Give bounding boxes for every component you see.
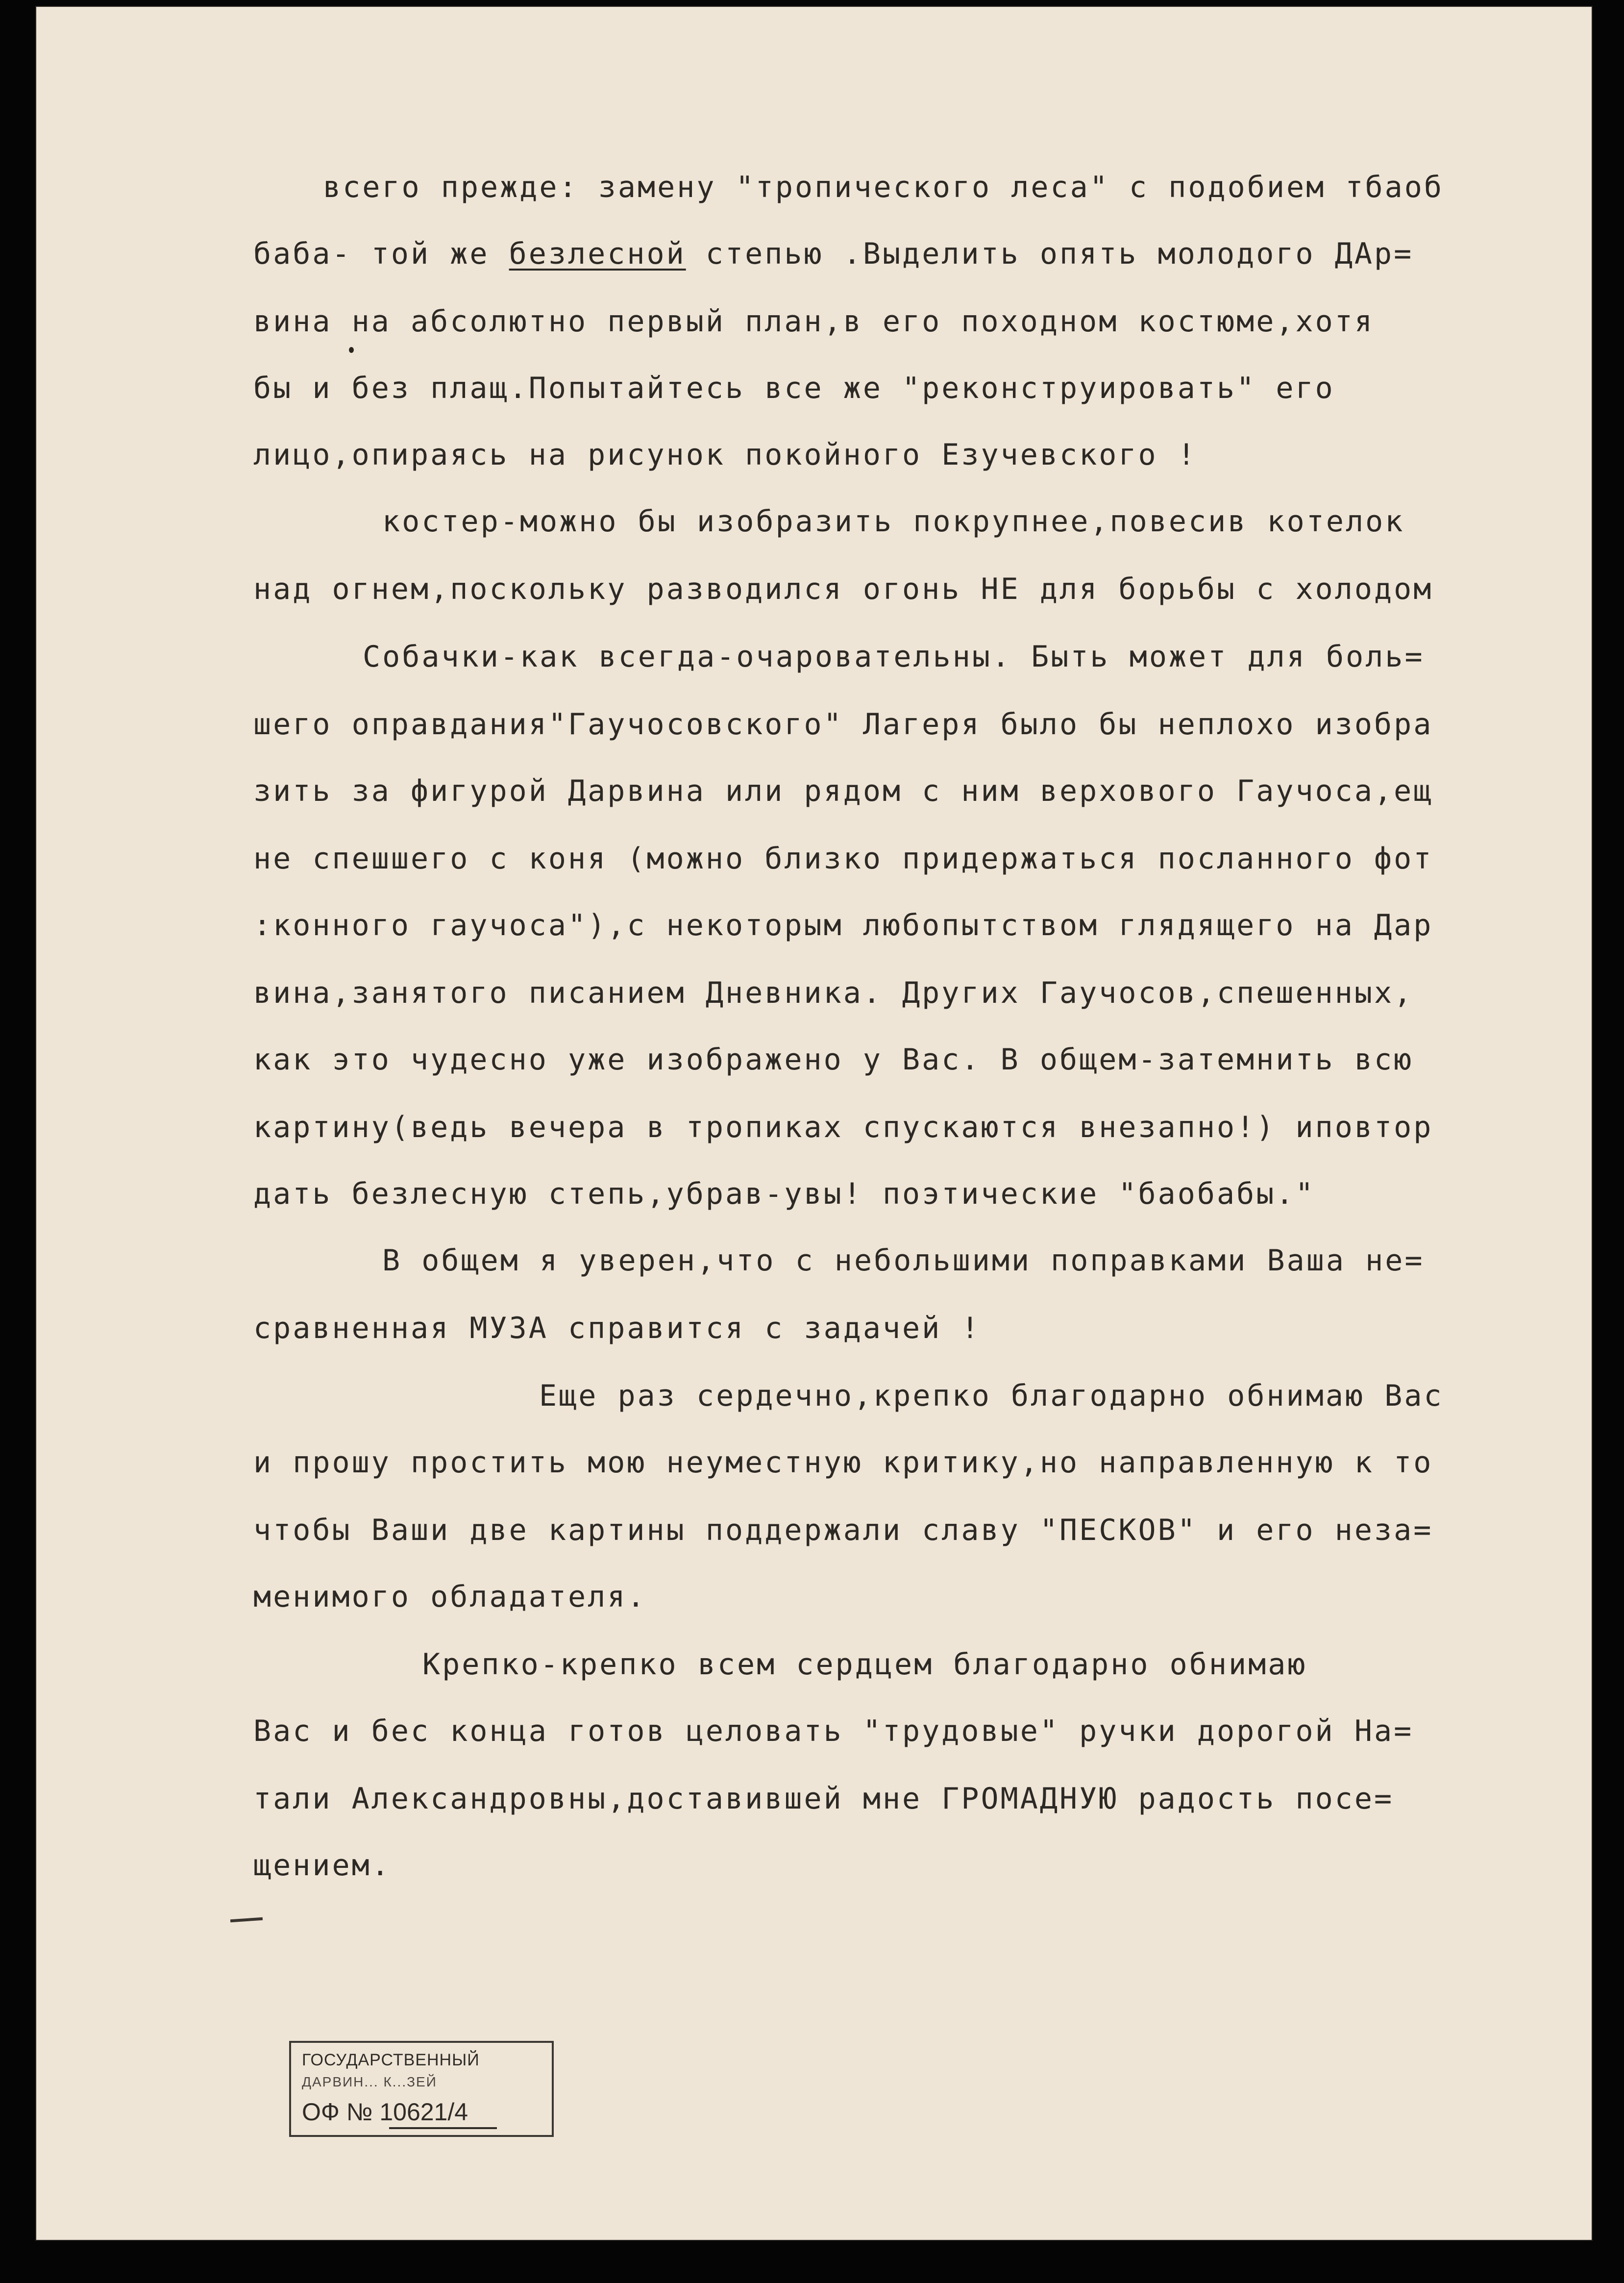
text-line: Крепко-крепко всем сердцем благодарно обнимаю bbox=[422, 1647, 1307, 1682]
text-line: Вас и бес конца готов целовать "трудовые" ручки дорогой На= bbox=[253, 1714, 1414, 1748]
text-line: бы и без плащ.Попытайтесь все же "реконструировать" его bbox=[253, 371, 1335, 405]
text-line: зить за фигурой Дарвина или рядом с ним верхового Гаучоса,ещ bbox=[253, 774, 1433, 808]
text-line: чтобы Ваши две картины поддержали славу "ПЕСКОВ" и его неза= bbox=[253, 1513, 1433, 1547]
text-line: всего прежде: замену "тропического леса" с подобием тбаоб bbox=[323, 170, 1444, 204]
text-line: и прошу простить мою неуместную критику,но направленную к то bbox=[253, 1445, 1433, 1480]
text-line: Собачки-как всегда-очаровательны. Быть может для боль= bbox=[363, 640, 1425, 674]
margin-tick-mark bbox=[230, 1917, 263, 1923]
text-line: костер-можно бы изобразить покрупнее,повесив котелок bbox=[382, 504, 1405, 539]
text-line: картину(ведь вечера в тропиках спускаются внезапно!) иповтор bbox=[253, 1110, 1433, 1144]
text-line: тали Александровны,доставившей мне ГРОМАДНУЮ радость посе= bbox=[253, 1782, 1394, 1816]
text-line-suffix: степью .Выделить опять молодого ДАр= bbox=[686, 237, 1414, 271]
text-line: лицо,опираясь на рисунок покойного Езучевского ! bbox=[253, 438, 1197, 472]
stamp-inventory-number: ОФ № 10621/4 bbox=[302, 2098, 468, 2126]
text-line: вина,занятого писанием Дневника. Других Гаучосов,спешенных, bbox=[253, 976, 1414, 1010]
text-line: дать безлесную степь,убрав-увы! поэтические "баобабы." bbox=[253, 1177, 1315, 1211]
text-line: :конного гаучоса"),с некоторым любопытством глядящего на Дар bbox=[253, 908, 1433, 943]
text-line: как это чудесно уже изображено у Вас. В общем-затемнить всю bbox=[253, 1042, 1414, 1077]
text-line: над огнем,поскольку разводился огонь НЕ для борьбы с холодом bbox=[253, 572, 1433, 606]
binder-punch-hole bbox=[349, 347, 354, 353]
text-line: вина на абсолютно первый план,в его походном костюме,хотя bbox=[253, 304, 1375, 339]
text-line: не спешшего с коня (можно близко придержаться посланного фот bbox=[253, 842, 1433, 876]
stamp-underline bbox=[389, 2127, 497, 2129]
archive-stamp bbox=[289, 2041, 554, 2137]
text-line: В общем я уверен,что с небольшими поправками Ваша не= bbox=[382, 1243, 1425, 1278]
document-page bbox=[35, 6, 1593, 2241]
underlined-word: безлесной bbox=[509, 237, 686, 271]
stamp-line: ДАРВИН... К...ЗЕЙ bbox=[302, 2074, 437, 2089]
text-line-prefix: баба- той же bbox=[253, 237, 509, 271]
text-line: щением. bbox=[253, 1848, 391, 1883]
text-line bbox=[253, 239, 1413, 269]
text-line: Еще раз сердечно,крепко благодарно обнимаю Вас bbox=[539, 1379, 1444, 1413]
stamp-line: ГОСУДАРСТВЕННЫЙ bbox=[302, 2051, 480, 2069]
text-line: менимого обладателя. bbox=[253, 1580, 647, 1614]
text-line: шего оправдания"Гаучосовского" Лагеря было бы неплохо изобра bbox=[253, 707, 1433, 742]
text-line: сравненная МУЗА справится с задачей ! bbox=[253, 1311, 981, 1345]
